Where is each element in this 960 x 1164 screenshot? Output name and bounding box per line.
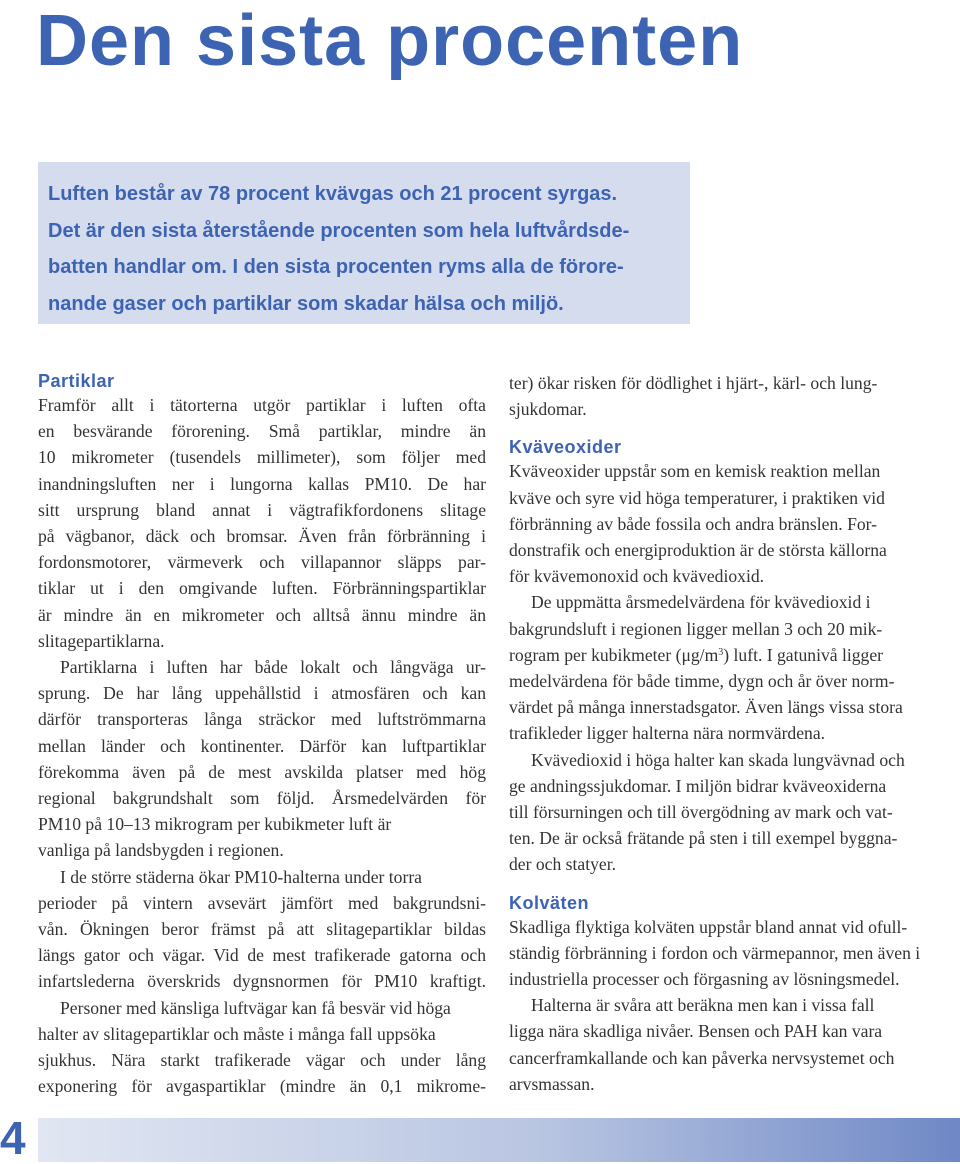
paragraph	[509, 992, 959, 1097]
text-line: perioder på vintern avsevärt jämfört med bakgrundsni-	[38, 892, 486, 913]
text-line: längs gator och vägar. Vid de mest trafikerade gatorna och	[38, 945, 486, 966]
intro-line: Luften består av 78 procent kvävgas och 21 procent syrgas.	[48, 183, 618, 205]
text-line: inandningsluften ner i lungorna kallas PM10. De har	[38, 473, 486, 494]
text-line: medelvärdena för både timme, dygn och år över norm-	[509, 671, 895, 692]
text-line: Kväveoxider uppstår som en kemisk reaktion mellan	[509, 461, 881, 482]
text-line: PM10 på 10–13 mikrogram per kubikmeter luft är	[38, 814, 392, 835]
text-line: donstrafik och energiproduktion är de största källorna	[509, 540, 887, 561]
text-fragment: ) luft. I gatunivå ligger	[723, 644, 884, 665]
text-line: slitagepartiklarna.	[38, 630, 165, 651]
left-column	[38, 370, 486, 1099]
section-heading-kolvaten: Kolväten	[509, 892, 590, 913]
text-line: Personer med känsliga luftvägar kan få besvär vid höga	[60, 997, 451, 1018]
text-line: ständig förbränning i fordon och värmepannor, men även i	[509, 942, 921, 963]
text-line: Partiklarna i luften har både lokalt och långväga ur-	[60, 657, 486, 678]
text-line: vanliga på landsbygden i regionen.	[38, 840, 284, 861]
text-line: fordonsmotorer, värmeverk och villapannor släpps par-	[38, 552, 486, 573]
text-line: värdet på många innerstadsgator. Även längs vissa stora	[509, 697, 903, 718]
text-line: en besvärande förorening. Små partiklar, mindre än	[38, 421, 486, 442]
paragraph	[38, 654, 486, 864]
text-line: för kvävemonoxid och kvävedioxid.	[509, 566, 765, 587]
text-line: der och statyer.	[509, 854, 616, 875]
text-line: förbränning av både fossila och andra bränslen. For-	[509, 513, 878, 534]
footer-bar	[38, 1118, 960, 1162]
text-line: ge andningssjukdomar. I miljön bidrar kväveoxiderna	[509, 775, 887, 796]
text-line: ter) ökar risken för dödlighet i hjärt-, kärl- och lung-	[509, 373, 878, 393]
text-line: Kvävedioxid i höga halter kan skada lungvävnad och	[531, 749, 905, 770]
text-line: tiklar ut i den omgivande luften. Förbränningspartiklar	[38, 578, 486, 599]
right-column	[509, 370, 959, 1097]
text-line	[509, 642, 959, 668]
page-title: Den sista procenten	[36, 1, 744, 81]
text-line: förekomma även på de mest avskilda platser med hög	[38, 761, 486, 782]
text-line: bakgrundsluft i regionen ligger mellan 3 och 20 mik-	[509, 618, 883, 639]
text-line: sitt ursprung bland annat i vägtrafikfordonens slitage	[38, 499, 486, 520]
text-line: Framför allt i tätorterna utgör partiklar i luften ofta	[38, 395, 486, 415]
text-line: kväve och syre vid höga temperaturer, i praktiken vid	[509, 487, 885, 508]
intro-box	[38, 162, 690, 324]
text-line: De uppmätta årsmedelvärdena för kvävedioxid i	[531, 592, 871, 613]
text-line: 10 mikrometer (tusendels millimeter), som följer med	[38, 447, 486, 468]
text-line: sjukdomar.	[509, 399, 587, 420]
paragraph	[509, 589, 959, 746]
text-line: Skadliga flyktiga kolväten uppstår bland annat vid ofull-	[509, 916, 908, 937]
text-line: sjukhus. Nära starkt trafikerade vägar och under lång	[38, 1050, 486, 1071]
text-line: mellan länder och kontinenter. Därför kan luftpartiklar	[38, 735, 486, 756]
text-line: vån. Ökningen beror främst på att slitagepartiklar bildas	[38, 919, 486, 940]
text-line: Halterna är svåra att beräkna men kan i vissa fall	[531, 995, 875, 1016]
intro-text	[48, 176, 682, 322]
text-line: till försurningen och till övergödning av mark och vat-	[509, 802, 893, 823]
text-line: halter av slitagepartiklar och måste i många fall uppsöka	[38, 1023, 436, 1044]
intro-line: batten handlar om. I den sista procenten ryms alla de förore-	[48, 256, 624, 278]
text-line: arvsmassan.	[509, 1073, 595, 1094]
page-number: 4	[0, 1112, 26, 1164]
text-line: är mindre än en mikrometer och alltså ännu mindre än	[38, 604, 486, 625]
text-line: infartslederna överskrids dygnsnormen för PM10 kraftigt.	[38, 971, 486, 992]
paragraph	[509, 747, 959, 878]
text-line: sprung. De har lång uppehållstid i atmosfären och kan	[38, 683, 486, 704]
text-line: på vägbanor, däck och bromsar. Även från förbränning i	[38, 526, 486, 547]
text-line: därför transporteras långa sträckor med luftströmmarna	[38, 709, 486, 730]
paragraph-continued	[509, 370, 959, 422]
section-heading-kvaveoxider: Kväveoxider	[509, 437, 622, 458]
paragraph	[509, 458, 959, 589]
text-fragment: rogram per kubikmeter (μg/m	[509, 644, 719, 665]
text-line: industriella processer och förgasning av lösningsmedel.	[509, 969, 900, 990]
text-line: trafikleder ligger halterna nära normvärdena.	[509, 723, 826, 744]
text-line: regional bakgrundshalt som följd. Årsmedelvärden för	[38, 788, 486, 809]
text-line: ten. De är också frätande på sten i till exempel byggna-	[509, 828, 898, 849]
paragraph	[38, 392, 486, 654]
paragraph	[509, 914, 959, 993]
text-line: ligga nära skadliga nivåer. Bensen och PAH kan vara	[509, 1021, 883, 1042]
text-line: exponering för avgaspartiklar (mindre än 0,1 mikrome-	[38, 1076, 486, 1097]
paragraph	[38, 995, 486, 1100]
paragraph	[38, 864, 486, 995]
intro-line: Det är den sista återstående procenten som hela luftvårdsde-	[48, 219, 630, 242]
text-line: cancerframkallande och kan påverka nervsystemet och	[509, 1047, 895, 1068]
intro-line: nande gaser och partiklar som skadar hälsa och miljö.	[48, 292, 564, 315]
text-line: I de större städerna ökar PM10-halterna under torra	[60, 866, 422, 887]
section-heading-partiklar: Partiklar	[38, 371, 115, 391]
superscript: 3	[718, 646, 724, 658]
